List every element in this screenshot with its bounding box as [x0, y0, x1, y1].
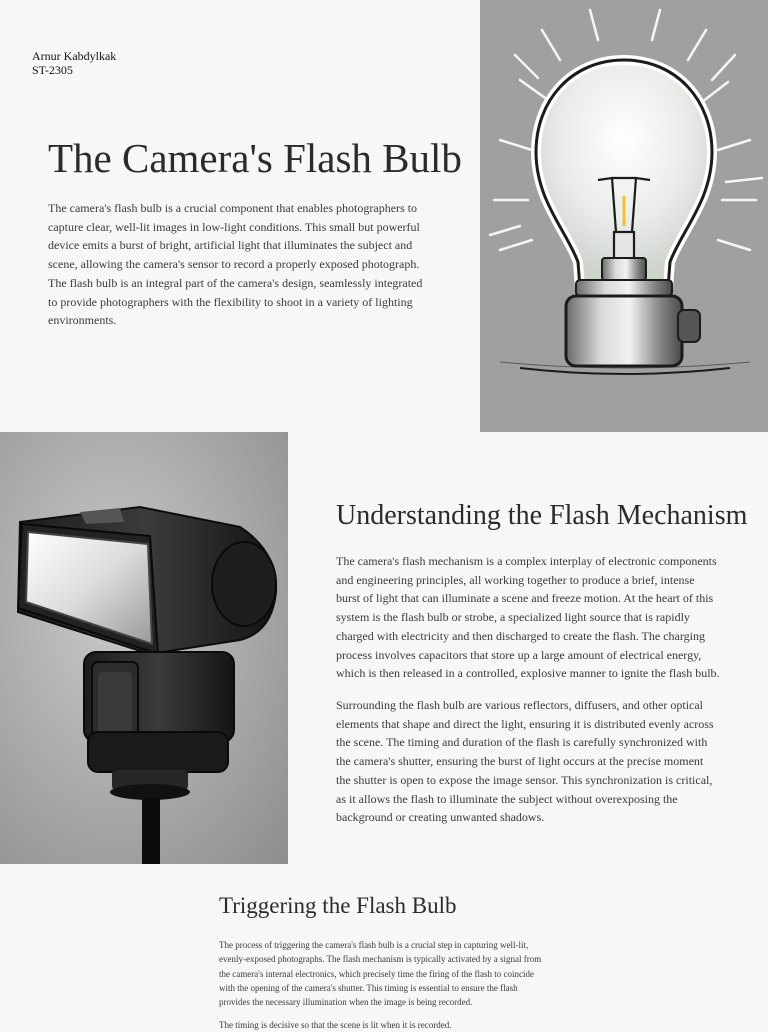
- flash-unit-photo: [0, 432, 288, 864]
- page-title: The Camera's Flash Bulb: [48, 135, 462, 181]
- light-bulb-illustration: [480, 0, 768, 432]
- section-title-triggering: Triggering the Flash Bulb: [219, 893, 457, 918]
- light-bulb-icon: [480, 0, 768, 432]
- flash-unit-icon: [0, 432, 288, 864]
- flash-mechanism-paragraph-1: The camera's flash mechanism is a complex interplay of electronic components and engineering principles, all working together to produce a brief, intense burst of light that can illuminate a scene and freeze motion. At the heart of this system is the flash bulb or strobe, a specialized light source that is rapidly charged with electricity and then discharged to create the flash. The charging process involves capacitors that store up a large amount of electrical energy, which is then released in a controlled, explosive manner to ignite the flash bulb.: [336, 554, 720, 681]
- triggering-paragraph-2: The timing is decisive so that the scene is lit when it is recorded.: [219, 1020, 452, 1030]
- triggering-paragraph-1: The process of triggering the camera's flash bulb is a crucial step in capturing well-lit, evenly-exposed photographs. The flash mechanism is typically activated by a signal from the camera's internal electronics, which precisely time the firing of the flash to coincide with the opening of the camera's shutter. This timing is essential to ensure the flash provides the necessary illumination when the image is being recorded.: [219, 940, 542, 1008]
- author-group: ST-2305: [32, 63, 73, 77]
- flash-mechanism-paragraph-2: Surrounding the flash bulb are various reflectors, diffusers, and other optical elements that shape and direct the light, ensuring it is distributed evenly across the scene. The timing and duration of the flash is carefully synchronized with the camera's shutter, ensuring the burst of light occurs at the precise moment the shutter is open to expose the image sensor. This synchronization is critical, as it allows the flash to illuminate the subject without overexposing the background or creating unwanted shadows.: [336, 698, 714, 825]
- section-title-flash-mechanism: Understanding the Flash Mechanism: [336, 500, 748, 531]
- intro-paragraph: The camera's flash bulb is a crucial component that enables photographers to capture clear, well-lit images in low-light conditions. This small but powerful device emits a burst of bright, artificial light that illuminates the subject and scene, allowing the camera's sensor to record a properly exposed photograph. The flash bulb is an integral part of the camera's design, seamlessly integrated to provide photographers with the flexibility to shoot in a variety of lighting environments.: [48, 201, 423, 328]
- author-block: [32, 49, 116, 77]
- author-name: Arnur Kabdylkak: [32, 49, 117, 63]
